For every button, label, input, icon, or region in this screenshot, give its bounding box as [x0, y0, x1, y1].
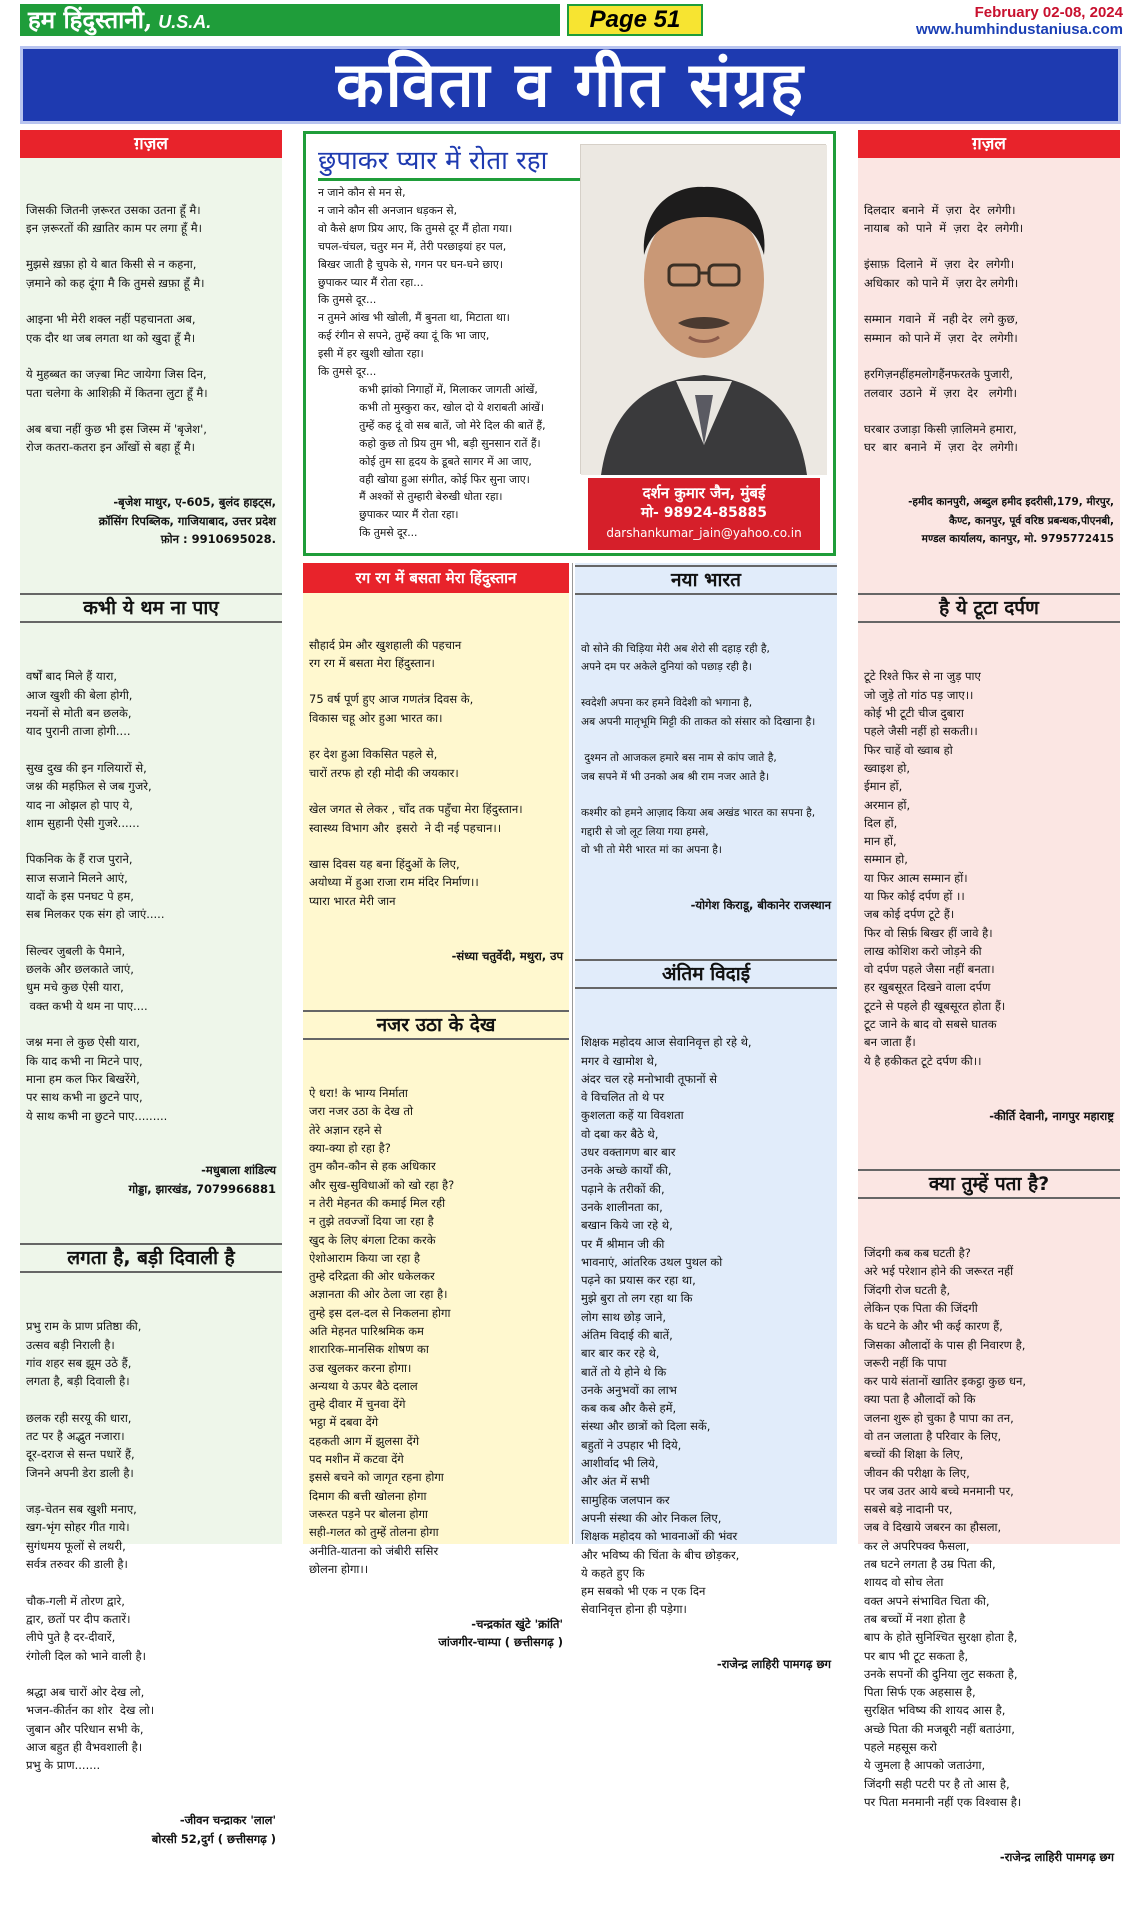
poem-title: क्या तुम्हें पता है? [858, 1169, 1120, 1199]
poem-title: नजर उठा के देख [303, 1010, 569, 1040]
ghazal-heading-right: ग़ज़ल [858, 130, 1120, 158]
featured-poem-box [303, 131, 836, 556]
website-link[interactable]: www.humhindustaniusa.com [916, 21, 1123, 38]
column-divider [572, 563, 573, 1544]
page-number: Page 51 [567, 4, 703, 36]
poem-author: -राजेन्द्र लाहिरी पामगढ़ छग [716, 1657, 831, 1672]
featured-poem-text: न जाने कौन से मन से, न जाने कौन सी अनजान धड़कन से, वो कैसे क्षण प्रिय आए, कि तुमसे दूर मैं होता गया। चपल-चंचल, चतुर मन में, तेरी परछाइयां हर पल, बिखर जाती है चुपके से, गगन पर घन-घने छाए। छुपाकर प्यार मैं रोता रहा... कि तुमसे दूर... न तुमने आंख भी खोली, मैं बुनता था, मिटाता था। कई रंगीन से सपने, तुम्हें क्या दूं कि भा जाए, इसी में हर खुशी खोता रहा। कि तुमसे दूर... कभी झांको निगाहों में, मिलाकर जागती आंखें, कभी तो मुस्कुरा कर, खोल दो ये शराबती आंखें। तुम्हें कह दूं वो सब बातें, जो मेरे दिल की बातें हैं, कहो कुछ तो प्रिय तुम भी, बड़ी सुनसान रातें हैं। कोई तुम सा हृदय के डूबते सागर में आ जाए, वही खोया हुआ संगीत, कोई फिर सुना जाए। मैं अश्कों से तुम्हारी बेरुखी धोता रहा। छुपाकर प्यार मैं रोता रहा। कि तुमसे दूर... [318, 186, 546, 540]
poet-name: दर्शन कुमार जैन, मुंबई [642, 484, 766, 502]
issue-info [916, 4, 1123, 38]
poet-photo [580, 144, 826, 474]
poem-naya-bharat [575, 597, 837, 957]
poet-info-card [588, 478, 820, 550]
issue-date: February 02-08, 2024 [974, 4, 1123, 21]
poem-text: शिक्षक महोदय आज सेवानिवृत्त हो रहे थे, मगर वे खामोश थे, अंदर चल रहे मनोभावी तूफानों से वे विचलित तो थे पर कुशलता कहें या विवशता वो दबा कर बैठे थे, उधर वक्तागण बार बार उनके अच्छे कार्यों की, पढ़ाने के तरीकों की, उनके शालीनता का, बखान किये जा रहे थे, पर मैं श्रीमान जी की भावनाएं, आंतरिक उथल पुथल को पढ़ने का प्रयास कर रहा था, मुझे बुरा तो लग रहा था कि लोग साथ छोड़ जाने, अंतिम विदाई की बातें, बार बार कर रहे थे, बातें तो ये होने थे कि उनके अनुभवों का लाभ कब कब और कैसे हमें, संस्था और छात्रों को दिला सकें, बहुतों ने उपहार भी दिये, आशीर्वाद भी लिये, और अंत में सभी सामुहिक जलपान कर अपनी संस्था की ओर निकल लिए, शिक्षक महोदय को भावनाओं की भंवर और भविष्य की चिंता के बीच छोड़कर, ये कहते हुए कि हम सबको भी एक न एक दिन सेवानिवृत्त होना ही पड़ेगा। [581, 1035, 752, 1617]
poem-author: -चन्द्रकांत खुंटे 'क्रांति' जांजगीर-चाम्पा ( छत्तीसगढ़ ) [438, 1616, 563, 1650]
poem-badi-diwali [20, 1275, 282, 1891]
column-left [20, 130, 282, 1846]
section-banner: कविता व गीत संग्रह [20, 46, 1121, 124]
column-right [858, 130, 1120, 1864]
title-underline [318, 178, 598, 181]
poem-rag-rag [303, 593, 569, 1008]
poem-text: सौहार्द प्रेम और खुशहाली की पहचान रग रग में बसता मेरा हिंदुस्तान। 75 वर्ष पूर्ण हुए आज गणतंत्र दिवस के, विकास चहू ओर हुआ भारत का। हर देश हुआ विकसित पहले से, चारों तरफ हो रही मोदी की जयकार। खेल जगत से लेकर , चाँद तक पहुँचा मेरा हिंदुस्तान। स्वास्थ्य विभाग और इसरो ने दी नई पहचान।। खास दिवस यह बना हिंदुओं के लिए, अयोध्या में हुआ राजा राम मंदिर निर्माण।। प्यारा भारत मेरी जान [309, 637, 523, 908]
poem-ghazal-right [858, 158, 1120, 591]
poem-kya-tumhe-pata [858, 1201, 1120, 1908]
poem-text: दिलदार बनाने में ज़रा देर लगेगी। नायाब को पाने में ज़रा देर लगेगी। इंसाफ़ दिलाने में ज़रा देर लगेगी। अधिकार को पाने में ज़रा देर लगेगी। सम्मान गवाने में नही देर लगे कुछ, सम्मान को पाने में ज़रा देर लगेगी। हरगिज़नहींहमलोगहैंनफरतके पुजारी, तलवार उठाने में ज़रा देर लगेगी। घरबार उजाड़ा किसी ज़ालिमने हमारा, घर बार बनाने में ज़रा देर लगेगी। [864, 202, 1024, 455]
poem-title-banner: रग रग में बसता मेरा हिंदुस्तान [303, 563, 569, 593]
poem-author: -राजेन्द्र लाहिरी पामगढ़ छग [999, 1849, 1114, 1864]
poem-ghazal-left [20, 158, 282, 591]
poem-author: -जीवन चन्द्राकर 'लाल' बोरसी 52,दुर्ग ( छत्तीसगढ़ ) [151, 1813, 276, 1846]
poem-text: जिंदगी कब कब घटती है? अरे भई परेशान होने की जरूरत नहीं जिंदगी रोज घटती है, लेकिन एक पिता की जिंदगी के घटने के और भी कई कारण हैं, जिसका औलादों के पास ही निवारण है, जरूरी नहीं कि पापा कर पाये संतानों खातिर इकट्ठा कुछ धन, क्या पता है औलादों को कि जलना शुरू हो चुका है पापा का तन, वो तन जलाता है परिवार के लिए, बच्चों की शिक्षा के लिए, जीवन की परीक्षा के लिए, पर जब उतर आये बच्चे मनमानी पर, सबसे बड़े नादानी पर, जब वे दिखाये जबरन का हौसला, कर ले अपरिपक्व फैसला, तब घटने लगता है उम्र पिता की, शायद वो सोच लेता वक्त अपने संभावित चिता की, तब बच्चों में नशा होता है बाप के होते सुनिश्चित सुरक्षा होता है, पर बाप भी टूट सकता है, उनके सपनों की दुनिया लुट सकता है, पिता सिर्फ एक अहसास है, सुरक्षित भविष्य की शायद आस है, अच्छे पिता की मजबूरी नहीं बताउंगा, पहले महसूस करो ये जुमला है आपको जताउंगा, जिंदगी सही पटरी पर है तो आस है, पर पिता मनमानी नहीं एक विश्वास है। [864, 1246, 1027, 1809]
poem-kabhi-ye-tham [20, 625, 282, 1241]
featured-poem-title: छुपाकर प्यार में रोता रहा [318, 146, 548, 176]
poem-text: जिसकी जितनी ज़रूरत उसका उतना हूँ मै। इन ज़रूरतों की ख़ातिर काम पर लगा हूँ मै। मुझसे ख़फ़ा हो ये बात किसी से न कहना, ज़माने को कह दूंगा मै कि तुमसे ख़फ़ा हूँ मै। आइना भी मेरी शक्ल नहीं पहचानता अब, एक दौर था जब लगता था को खुदा हूँ मै। ये मुहब्बत का जज़्बा मिट जायेगा जिस दिन, पता चलेगा के आशिक़ी में कितना लुटा हूँ मै। अब बचा नहीं कुछ भी इस जिस्म में 'बृजेश', रोज कतरा-कतरा इन आँखों से बहा हूँ मै। [26, 202, 208, 455]
newspaper-masthead [20, 4, 560, 36]
poem-title: लगता है, बड़ी दिवाली है [20, 1243, 282, 1273]
ghazal-heading-left: ग़ज़ल [20, 130, 282, 158]
poem-author: -योगेश किराडू, बीकानेर राजस्थान [690, 897, 831, 912]
poem-title: कभी ये थम ना पाए [20, 593, 282, 623]
poem-text: प्रभु राम के प्राण प्रतिष्ठा की, उत्सव बड़ी निराली है। गांव शहर सब झूम उठे हैं, लगता है, बड़ी दिवाली है। छलक रही सरयू की धारा, तट पर है अद्भुत नजारा। दूर-दराज से सन्त पधारें हैं, जिनने अपनी डेरा डाली है। जड़-चेतन सब खुशी मनाए, खग-भृंग सोहर गीत गाये। सुगंधमय फूलों से लथरी, सर्वत्र तरुवर की डाली है। चौक-गली में तोरण द्वारे, द्वार, छतों पर दीप कतारें। लीपे पुते है दर-दीवारें, रंगोली दिल को भाने वाली है। श्रद्धा अब चारों ओर देख लो, भजन-कीर्तन का शोर देख लो। जुबान और परिधान सभी के, आज बहुत ही वैभवशाली है। प्रभु के प्राण....... [26, 1319, 155, 1773]
poem-text: वर्षों बाद मिले हैं यारा, आज खुशी की बेला होगी, नयनों से मोती बन छलके, याद पुरानी ताजा होगी.... सुख दुख की इन गलियारों से, जश्न की महफ़िल से जब गुजरे, याद ना ओझल हो पाए ये, शाम सुहानी ऐसी गुजरे...... पिकनिक के हैं राज पुराने, साज सजाने मिलने आएं, यादों के इस पनघट पे हम, सब मिलकर एक संग हो जाएं..... सिल्वर जुबली के पैमाने, छलके और छलकाते जाएं, धुम मचे कुछ ऐसी यारा, वक्त कभी ये थम ना पाए.... जश्न मना ले कुछ ऐसी यारा, कि याद कभी ना मिटने पाए, माना हम कल फिर बिखरेंगे, पर साथ कभी ना छुटने पाए, ये साथ कभी ना छुटने पाए......... [26, 669, 168, 1123]
poem-text: ऐ धरा! के भाग्य निर्माता जरा नजर उठा के देख तो तेरे अज्ञान रहने से क्या-क्या हो रहा है? तुम कौन-कौन से हक अधिकार और सुख-सुविधाओं को खो रहा है? न तेरी मेहनत की कमाई मिल रही न तुझे तवज्जों दिया जा रहा है खुद के लिए बंगला टिका करके ऐशोआराम किया जा रहा है तुम्हे दरिद्रता की ओर धकेलकर अज्ञानता की ओर ठेला जा रहा है। तुम्हे इस दल-दल से निकलना होगा अति मेहनत पारिश्रमिक कम शारारिक-मानसिक शोषण का उज्र खुलकर करना होगा। अन्यथा ये ऊपर बैठे दलाल तुम्हे दीवार में चुनवा देंगे भट्ठा में दबवा देंगे दहकती आग में झुलसा देंगे पद मशीन में कटवा देंगे इससे बचने को जागृत रहना होगा दिमाग की बत्ती खोलना होगा जरूरत पड़ने पर बोलना होगा सही-गलत को तुम्हें तोलना होगा अनीति-यातना को जंबीरी ससिर छोलना होगा।। [309, 1086, 455, 1576]
poem-title: अंतिम विदाई [575, 959, 837, 989]
poem-toota-darpan [858, 625, 1120, 1168]
poem-author: -बृजेश माथुर, ए-605, बुलंद हाइट्स, क्रॉसिंग रिपब्लिक, गाजियाबाद, उत्तर प्रदेश फ़ोन : 9910695028. [98, 495, 276, 546]
poem-text: वो सोने की चिड़िया मेरी अब शेरो सी दहाड़ रही है, अपने दम पर अकेले दुनियां को पछाड़ रही है। स्वदेशी अपना कर हमने विदेशी को भगाना है, अब अपनी मातृभूमि मिट्टी की ताकत को संसार को दिखाना है। दुश्मन तो आजकल हमारे बस नाम से कांप जाते है, जब सपने में भी उनको अब श्री राम नजर आते है। कश्मीर को हमने आज़ाद किया अब अखंड भारत का सपना है, गद्दारी से जो लूट लिया गया हमसे, वो भी तो मेरी भारत मां का अपना है। [581, 642, 816, 856]
poem-title: नया भारत [575, 565, 837, 595]
column-center-left [303, 563, 569, 1650]
poet-phone: मो- 98924-85885 [641, 505, 767, 521]
poem-nazar-utha [303, 1042, 569, 1694]
poem-antim-vidai [575, 991, 837, 1717]
poem-text: टूटे रिश्ते फिर से ना जुड़ पाए जो जुड़े तो गांठ पड़ जाए।। कोई भी टूटी चीज दुबारा पहले जैसी नहीं हो सकती।। फिर चाहें वो ख्वाब हो ख्वाइश हो, ईमान हों, अरमान हों, दिल हों, मान हों, सम्मान हो, या फिर आत्म सम्मान हों। या फिर कोई दर्पण हों ।। जब कोई दर्पण टूटे हैं। फिर वो सिर्फ़ बिखर हीं जावे है। लाख कोशिश करो जोड़ने की वो दर्पण पहले जैसा नहीं बनता। हर खुबसूरत दिखने वाला दर्पण टूटने से पहले ही खूबसूरत होता हैं। टूट जाने के बाद वो सबसे घातक बन जाता हैं। ये है हकीकत टूटे दर्पण की।। [864, 669, 1006, 1068]
poem-author: -हमीद कानपुरी, अब्दुल हमीद इदरीसी,179, मीरपुर, कैण्ट, कानपुर, पूर्व वरिष्ठ प्रबन्धक,पीएनबी, मण्डल कार्यालय, कानपुर, मो. 9795772415 [908, 496, 1114, 545]
column-center-right [575, 563, 837, 1672]
masthead-suffix: U.S.A. [158, 12, 212, 32]
poet-email[interactable]: darshankumar_jain@yahoo.co.in [606, 526, 802, 540]
poem-title: है ये टूटा दर्पण [858, 593, 1120, 623]
poem-author: -कीर्ति देवानी, नागपुर महाराष्ट्र [989, 1108, 1114, 1123]
poem-author: -संध्या चतुर्वेदी, मथुरा, उप [451, 948, 563, 963]
masthead-title: हम हिंदुस्तानी, [28, 5, 153, 34]
poet-portrait-illustration [581, 145, 827, 475]
poem-author: -मधुबाला शांडिल्य गोड्डा, झारखंड, 7079966881 [128, 1163, 276, 1196]
